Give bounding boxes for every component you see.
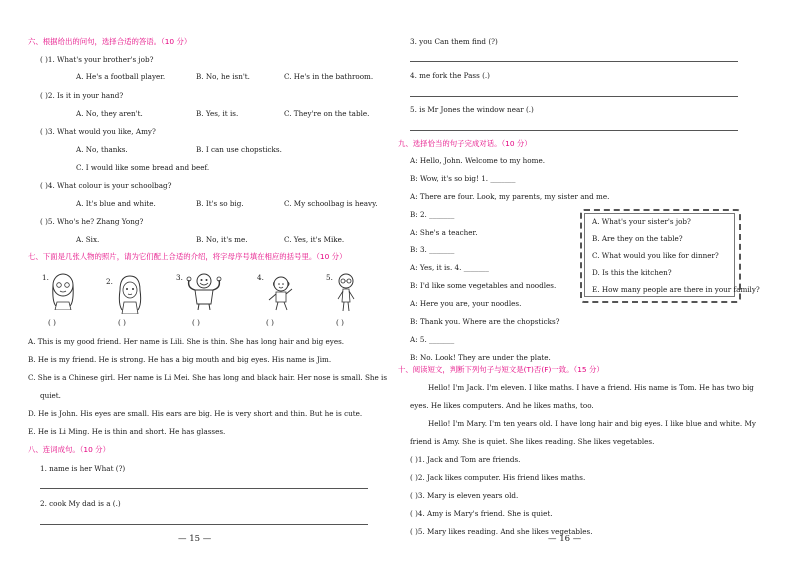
s6-q1: ( )1. What's your brother's job? bbox=[40, 55, 154, 64]
s6-q5-c: C. Yes, it's Mike. bbox=[284, 235, 345, 244]
fig3-answer[interactable]: ( ) bbox=[192, 318, 200, 327]
s8-item4-answer-line[interactable] bbox=[410, 96, 738, 97]
s9-line-6: B: 3. _______ bbox=[410, 245, 455, 254]
fig1-answer[interactable]: ( ) bbox=[48, 318, 56, 327]
passage-line-3: Hello! I'm Mary. I'm ten years old. I have long hair and big eyes. I like blue and white. My bbox=[428, 419, 756, 428]
section-7-header: 七、下面是几张人物的照片，请为它们配上合适的介绍，将字母序号填在相应的括号里。（10 分） bbox=[28, 252, 347, 261]
s8-item3: 3. you Can them find (?) bbox=[410, 37, 498, 46]
box-option-b: B. Are they on the table? bbox=[592, 234, 683, 243]
s8-item2-answer-line[interactable] bbox=[40, 524, 368, 525]
fig4-answer[interactable]: ( ) bbox=[266, 318, 274, 327]
s7-option-c-cont: quiet. bbox=[40, 391, 61, 400]
s10-statement-5: ( )5. Mary likes reading. And she likes vegetables. bbox=[410, 527, 593, 536]
section-10-header: 十、阅读短文，判断下列句子与短文是(T)否(F)一致。（15 分） bbox=[398, 365, 604, 374]
s6-q1-b: B. No, he isn't. bbox=[196, 72, 250, 81]
fig2-label: 2. bbox=[106, 277, 113, 286]
passage-line-1: Hello! I'm Jack. I'm eleven. I like maths. I have a friend. His name is Tom. He has two big bbox=[428, 383, 754, 392]
page-number-left: — 15 — bbox=[178, 534, 212, 544]
fig4-label: 4. bbox=[257, 273, 264, 282]
passage-line-4: friend is Amy. She is quiet. She likes reading. She likes vegetables. bbox=[410, 437, 655, 446]
girl-black-hair-figure bbox=[116, 274, 144, 314]
fig5-answer[interactable]: ( ) bbox=[336, 318, 344, 327]
s9-line-10: B: Thank you. Where are the chopsticks? bbox=[410, 317, 560, 326]
s6-q3-c: C. I would like some bread and beef. bbox=[76, 163, 210, 172]
s7-option-e: E. He is Li Ming. He is thin and short. He has glasses. bbox=[28, 427, 226, 436]
passage-line-2: eyes. He likes computers. And he likes maths, too. bbox=[410, 401, 594, 410]
s10-statement-1: ( )1. Jack and Tom are friends. bbox=[410, 455, 521, 464]
s9-line-12: B: No. Look! They are under the plate. bbox=[410, 353, 551, 362]
s9-line-9: A: Here you are, your noodles. bbox=[410, 299, 522, 308]
s6-q2-c: C. They're on the table. bbox=[284, 109, 370, 118]
s6-q2-b: B. Yes, it is. bbox=[196, 109, 239, 118]
page-number-right: — 16 — bbox=[548, 534, 582, 544]
s9-line-3: A: There are four. Look, my parents, my sister and me. bbox=[410, 192, 610, 201]
s8-item5-answer-line[interactable] bbox=[410, 130, 738, 131]
box-option-d: D. Is this the kitchen? bbox=[592, 268, 672, 277]
s8-item4: 4. me fork the Pass (.) bbox=[410, 71, 490, 80]
fig5-label: 5. bbox=[326, 273, 333, 282]
s10-statement-2: ( )2. Jack likes computer. His friend likes maths. bbox=[410, 473, 586, 482]
box-option-a: A. What's your sister's job? bbox=[592, 217, 691, 226]
s8-item5: 5. is Mr Jones the window near (.) bbox=[410, 105, 534, 114]
s7-option-b: B. He is my friend. He is strong. He has a big mouth and big eyes. His name is Jim. bbox=[28, 355, 332, 364]
s6-q2-a: A. No, they aren't. bbox=[76, 109, 143, 118]
s6-q5: ( )5. Who's he? Zhang Yong? bbox=[40, 217, 144, 226]
s8-item3-answer-line[interactable] bbox=[410, 61, 738, 62]
boy-glasses-figure bbox=[332, 272, 360, 312]
s6-q1-c: C. He's in the bathroom. bbox=[284, 72, 374, 81]
s8-item2: 2. cook My dad is a (.) bbox=[40, 499, 121, 508]
s6-q3: ( )3. What would you like, Amy? bbox=[40, 127, 156, 136]
s7-option-c: C. She is a Chinese girl. Her name is Li Mei. She has long and black hair. Her nose is small. She is bbox=[28, 373, 388, 382]
s10-statement-3: ( )3. Mary is eleven years old. bbox=[410, 491, 519, 500]
s9-line-5: A: She's a teacher. bbox=[410, 228, 478, 237]
fig1-label: 1. bbox=[42, 273, 49, 282]
s10-statement-4: ( )4. Amy is Mary's friend. She is quiet. bbox=[410, 509, 553, 518]
fig2-answer[interactable]: ( ) bbox=[118, 318, 126, 327]
s8-item1-answer-line[interactable] bbox=[40, 488, 368, 489]
strong-boy-figure bbox=[185, 272, 223, 310]
s9-line-7: A: Yes, it is. 4. _______ bbox=[410, 263, 489, 272]
s6-q4-a: A. It's blue and white. bbox=[76, 199, 156, 208]
section-8-header: 八、连词成句。（10 分） bbox=[28, 445, 110, 454]
s6-q1-a: A. He's a football player. bbox=[76, 72, 166, 81]
section-6-header: 六、根据给出的问句，选择合适的答语。（10 分） bbox=[28, 37, 192, 46]
section-9-header: 九、选择恰当的句子完成对话。（10 分） bbox=[398, 139, 532, 148]
s6-q4-c: C. My schoolbag is heavy. bbox=[284, 199, 378, 208]
s6-q3-b: B. I can use chopsticks. bbox=[196, 145, 282, 154]
s6-q2: ( )2. Is it in your hand? bbox=[40, 91, 124, 100]
s7-option-d: D. He is John. His eyes are small. His ears are big. He is very short and thin. But he is cute. bbox=[28, 409, 363, 418]
s6-q5-a: A. Six. bbox=[76, 235, 100, 244]
s9-line-11: A: 5. _______ bbox=[410, 335, 455, 344]
s6-q4: ( )4. What colour is your schoolbag? bbox=[40, 181, 172, 190]
small-boy-figure bbox=[265, 274, 295, 312]
girl-long-hair-figure bbox=[50, 272, 76, 310]
s6-q4-b: B. It's so big. bbox=[196, 199, 244, 208]
s9-line-8: B: I'd like some vegetables and noodles. bbox=[410, 281, 557, 290]
fig3-label: 3. bbox=[176, 273, 183, 282]
s9-line-4: B: 2. _______ bbox=[410, 210, 455, 219]
s9-line-2: B: Wow, it's so big! 1. _______ bbox=[410, 174, 516, 183]
s9-line-1: A: Hello, John. Welcome to my home. bbox=[410, 156, 545, 165]
s6-q3-a: A. No, thanks. bbox=[76, 145, 128, 154]
box-option-c: C. What would you like for dinner? bbox=[592, 251, 719, 260]
box-option-e: E. How many people are there in your family? bbox=[592, 285, 760, 294]
s6-q5-b: B. No, it's me. bbox=[196, 235, 248, 244]
s7-option-a: A. This is my good friend. Her name is Lili. She is thin. She has long hair and big eyes. bbox=[28, 337, 345, 346]
s8-item1: 1. name is her What (?) bbox=[40, 464, 126, 473]
